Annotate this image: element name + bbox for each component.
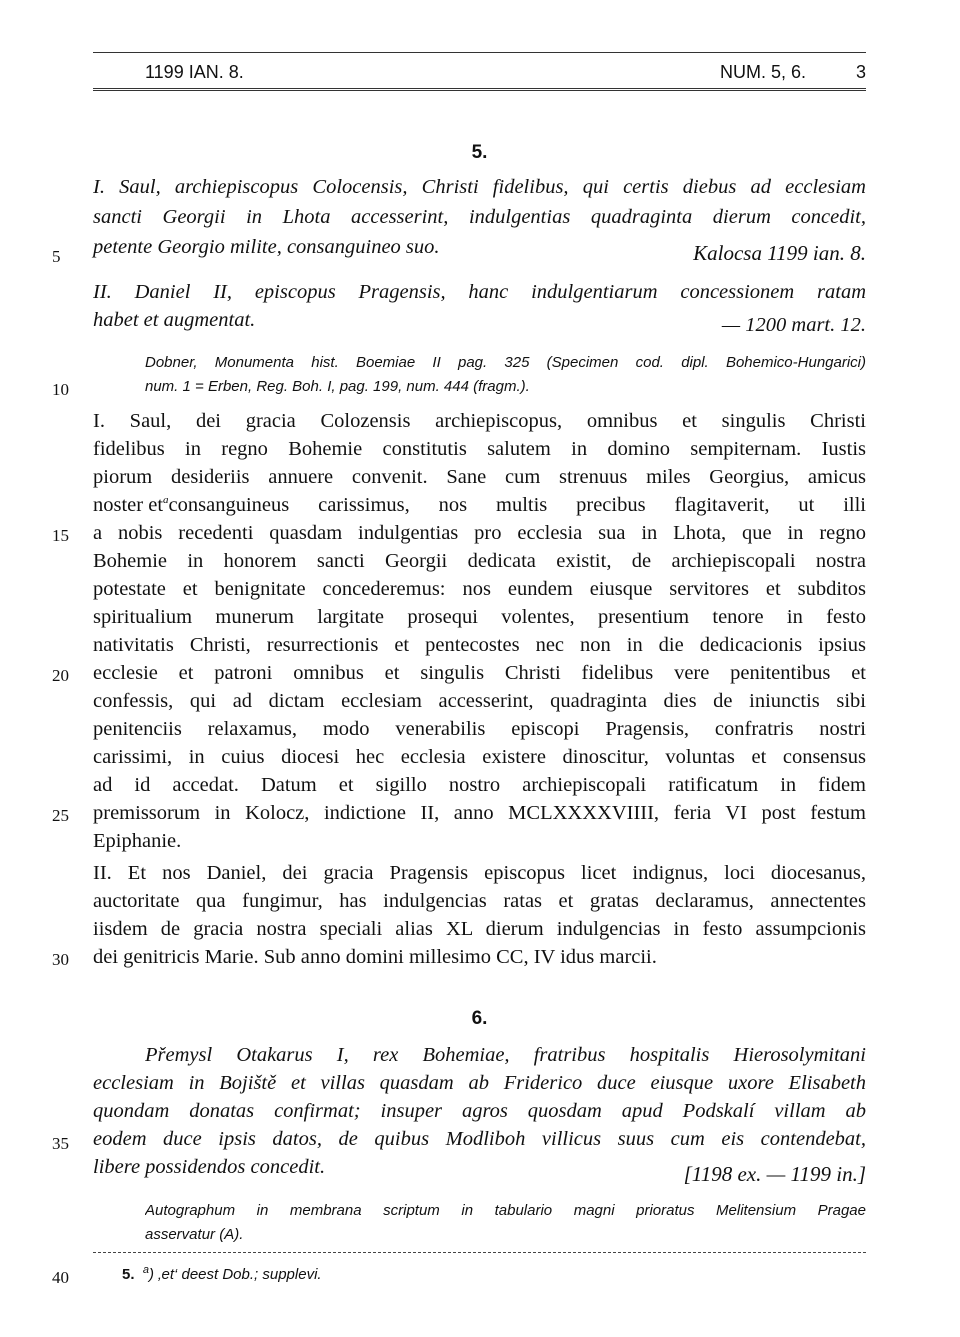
text-II-line-3: iisdem de gracia nostra speciali alias XL dierum indulgencias in festo assumpcionis — [93, 918, 866, 940]
regest-6-date: [1198 ex. — 1199 in.] — [683, 1162, 866, 1186]
text-I-line-15: premissorum in Kolocz, indictione II, anno MCLXXXXVIIII, feria VI post festum — [93, 802, 866, 824]
text-I-line-4 — [93, 494, 866, 520]
text-II-line-4: dei genitricis Marie. Sub anno domini millesimo CC, IV idus marcii. — [93, 946, 657, 968]
text-I-line-2: fidelibus in regno Bohemie constitutis salutem in domino sempiternam. Iustis — [93, 438, 866, 460]
line-number-40: 40 — [52, 1268, 69, 1287]
text-I-line-16: Epiphanie. — [93, 830, 182, 852]
source-note-line-1: Dobner, Monumenta hist. Boemiae II pag. 325 (Specimen cod. dipl. Bohemico-Hungarici) — [145, 354, 866, 371]
document-number-6: 6. — [471, 1008, 488, 1029]
text-I-line-7: potestate et benignitate concederemus: nos eundem eiusque servitores et subditos — [93, 578, 866, 600]
text-I-line-3: piorum desideriis annuere convenit. Sane cum strenuus miles Georgius, amicus — [93, 466, 866, 488]
line-number-30: 30 — [52, 950, 69, 969]
text-I-line-12: penitenciis relaxamus, modo venerabilis episcopi Pragensis, confratris nostri — [93, 718, 866, 740]
source-note-line-2: num. 1 = Erben, Reg. Boh. I, pag. 199, num. 444 (fragm.). — [145, 378, 530, 395]
footnote-doc-ref: 5. — [122, 1266, 135, 1283]
regest-6-line-5: libere possidendos concedit. — [93, 1156, 326, 1178]
regest-I-line-1: I. Saul, archiepiscopus Colocensis, Christi fidelibus, qui certis diebus ad ecclesiam — [93, 176, 866, 198]
regest-6-line-3: quondam donatas confirmat; insuper agros quosdam apud Podskalí villam ab — [93, 1100, 866, 1122]
regest-I-date: Kalocsa 1199 ian. 8. — [693, 241, 866, 265]
text-I-line-13: carissimi, in cuius diocesi hec ecclesia existere dinoscitur, voluntas et consensus — [93, 746, 866, 768]
regest-II-date: — 1200 mart. 12. — [721, 314, 866, 336]
header-bottom-rule — [93, 88, 866, 93]
text-II-line-2: auctoritate qua fungimur, has indulgencias ratas et gratas declaramus, annectentes — [93, 890, 866, 912]
footnote-ref-a[interactable]: a — [163, 494, 169, 507]
text-I-line-6: Bohemie in honorem sancti Georgii dedicata existit, de archiepiscopali nostra — [93, 550, 866, 572]
footnote-marker: a — [142, 1264, 149, 1276]
text-I-line-10: ecclesie et patroni omnibus et singulis Christi fidelibus vere penitentibus et — [93, 662, 866, 684]
regest-II-line-2: habet et augmentat. — [93, 309, 256, 331]
line-number-5: 5 — [52, 247, 61, 266]
source-6-line-1: Autographum in membrana scriptum in tabulario magni prioratus Melitensium Pragae — [145, 1202, 866, 1219]
footnote-rule — [93, 1252, 866, 1253]
regest-I-line-3: petente Georgio milite, consanguineo suo. — [93, 236, 440, 258]
footnote — [122, 1266, 322, 1283]
text-I-line-14: ad id accedat. Datum et sigillo nostro archiepiscopali ratificatum in fidem — [93, 774, 866, 796]
regest-I-line-2: sancti Georgii in Lhota accesserint, indulgentias quadraginta dierum concedit, — [93, 206, 866, 228]
header-date: 1199 IAN. 8. — [145, 62, 244, 82]
text-I-line-1: I. Saul, dei gracia Colozensis archiepiscopus, omnibus et singulis Christi — [93, 410, 866, 432]
regest-II-line-1: II. Daniel II, episcopus Pragensis, hanc indulgentiarum concessionem ratam — [93, 281, 866, 303]
text-I-line-8: spiritualium munerum largitate prosequi volentes, presentium tenore in festo — [93, 606, 866, 628]
text-II-line-1: II. Et nos Daniel, dei gracia Pragensis episcopus licet indignus, loci diocesanus, — [93, 862, 866, 884]
line-number-25: 25 — [52, 806, 69, 825]
line-number-15: 15 — [52, 526, 69, 545]
regest-6-line-2: ecclesiam in Bojiště et villas quasdam ab Friderico duce eiusque uxore Elisabeth — [93, 1072, 866, 1094]
source-6-line-2: asservatur (A). — [145, 1226, 244, 1243]
text-I-line-4-tail: consanguineus carissimus, nos multis precibus flagitaverit, ut illi — [168, 494, 866, 516]
header-top-rule — [93, 52, 866, 53]
text-I-line-5: a nobis recedenti quasdam indulgentias pro ecclesia sua in Lhota, que in regno — [93, 522, 866, 544]
regest-6-line-1: Přemysl Otakarus I, rex Bohemiae, fratribus hospitalis Hierosolymitani — [145, 1044, 866, 1066]
document-number-5: 5. — [471, 142, 488, 163]
header-doc-numbers: NUM. 5, 6. — [720, 62, 807, 82]
line-number-35: 35 — [52, 1134, 69, 1153]
line-number-10: 10 — [52, 380, 69, 399]
text-I-line-4-head: noster $et^a$ — [93, 494, 169, 516]
footnote-text: ) ‚et‘ deest Dob.; supplevi. — [148, 1266, 322, 1283]
text-I-line-9: nativitatis Christi, resurrectionis et pentecostes nec non in die dedicacionis ipsius — [93, 634, 866, 656]
regest-6-line-4: eodem duce ipsis datos, de quibus Modliboh villicus suus cum eis contendebat, — [93, 1128, 866, 1150]
text-I-line-11: confessis, qui ad dictam ecclesiam accesserint, quadraginta dies de iniunctis sibi — [93, 690, 866, 712]
header-page-number: 3 — [856, 62, 867, 82]
line-number-20: 20 — [52, 666, 69, 685]
